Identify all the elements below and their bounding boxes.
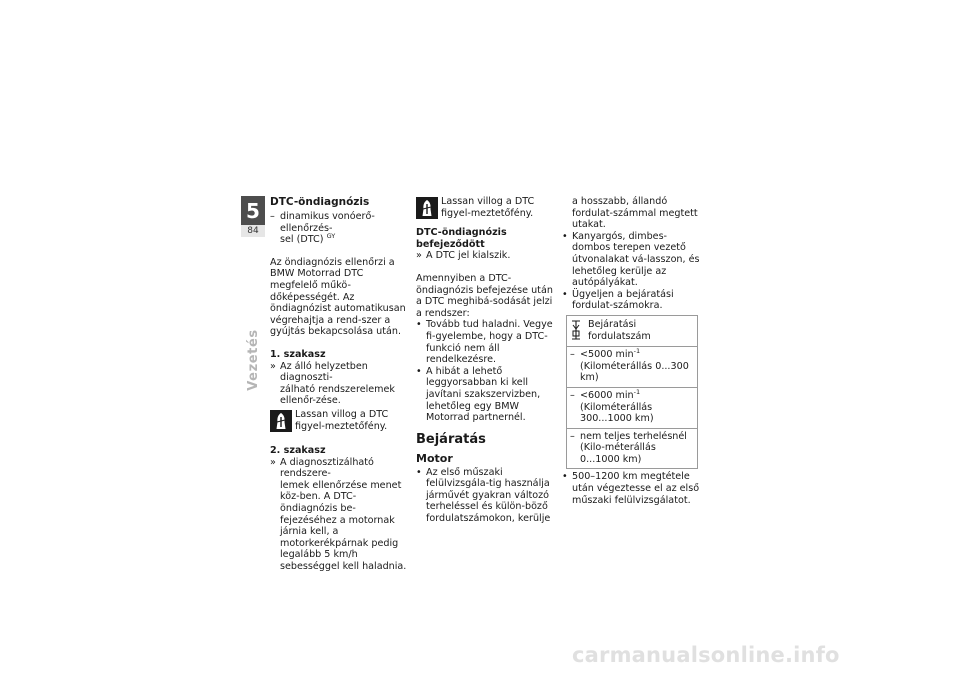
bullet-marker: • xyxy=(562,471,568,483)
item-text: Tovább tud haladni. Vegye fi-gyelembe, hogy a DTC-funkció nem áll rendelkezésre. xyxy=(426,319,553,366)
item-text: 500–1200 km megtétele után végeztesse el az első műszaki felülvizsgálatot. xyxy=(572,471,700,506)
dash-marker: – xyxy=(570,349,575,361)
arrow-marker: » xyxy=(270,456,276,468)
tachometer-icon xyxy=(570,319,582,341)
watermark: carmanualsonline.info xyxy=(572,643,840,667)
rpm-value: nem teljes terhelésnél (Kilo-méterállás 0...1000 km) xyxy=(580,430,687,465)
item-text: Az első műszaki felülvizsgála-tig használja járművét gyakran változó terheléssel és külön-böző fordulatszámokon, kerülje xyxy=(426,466,551,525)
warning-text: Lassan villog a DTC figyel-meztetőfény. xyxy=(295,408,389,432)
item-text-cont: lemek ellenőrzése menet köz-ben. A DTC-öndiagnózis be-fejezéséhez a motornak járnia kell, a motorkerékpárnak pedig legalább 5 km/h sebességgel kell haladnia. xyxy=(280,479,407,573)
superscript: GY xyxy=(326,232,336,240)
item-text: A hibát a lehető leggyorsabban ki kell javítani szakszervizben, lehetőleg egy BMW Motorrad partnernél. xyxy=(426,365,541,424)
paragraph: Az öndiagnózis ellenőrzi a BMW Motorrad DTC megfelelő műkö-dőképességét. Az öndiagnózist automatikusan végrehajtja a rend-szer a gyújtás bekapcsolása után. xyxy=(270,256,406,338)
dash-marker: – xyxy=(270,211,275,222)
bullet-marker: • xyxy=(562,230,568,242)
rpm-row xyxy=(567,429,697,469)
done-item xyxy=(416,250,556,262)
warning-light-note xyxy=(270,409,410,432)
item-text: A diagnosztizálható rendszere- xyxy=(280,456,374,480)
chapter-side-label: Vezetés xyxy=(246,329,262,391)
bullet-marker: • xyxy=(416,466,422,478)
bullet-marker: • xyxy=(416,319,422,331)
bullet-item xyxy=(562,471,702,506)
column-2 xyxy=(416,196,556,525)
bullet-item xyxy=(416,319,556,365)
step-2-item xyxy=(270,457,410,573)
item-text: Ügyeljen a bejáratási fordulat-számokra. xyxy=(572,288,674,312)
item-text: Az álló helyzetben diagnoszti- xyxy=(280,360,368,384)
bullet-item xyxy=(416,467,556,525)
arrow-marker: » xyxy=(270,360,276,372)
bullet-item xyxy=(562,289,702,312)
rpm-range: (Kilométerállás 300...1000 km) xyxy=(580,401,654,425)
heading-diagnosis-done: DTC-öndiagnózis befejeződött xyxy=(416,227,507,250)
step-1-item xyxy=(270,361,410,407)
item-text-cont: zálható rendszerelemek ellenőr-zése. xyxy=(280,383,395,407)
dtc-warning-light-icon xyxy=(270,410,292,432)
rpm-row xyxy=(567,388,697,429)
warning-text: Lassan villog a DTC figyel-meztetőfény. xyxy=(441,196,535,219)
page-number: 84 xyxy=(241,225,265,237)
superscript: -1 xyxy=(633,346,641,355)
arrow-marker: » xyxy=(416,250,422,262)
item-text: A DTC jel kialszik. xyxy=(426,250,511,262)
dash-marker: – xyxy=(570,389,575,401)
break-in-rpm-box xyxy=(566,315,698,470)
rpm-value: <6000 min xyxy=(580,389,634,401)
dtc-warning-light-icon xyxy=(416,197,438,219)
column-3 xyxy=(562,196,702,506)
bullet-marker: • xyxy=(416,365,422,377)
item-text: dinamikus vonóerő-ellenőrzés- xyxy=(280,211,375,234)
warning-light-note xyxy=(416,196,556,219)
rpm-box-title: Bejáratási fordulatszám xyxy=(588,318,651,342)
bullet-marker: • xyxy=(562,288,568,300)
bullet-item xyxy=(416,366,556,424)
item-text-cont: sel (DTC) xyxy=(280,234,324,246)
rpm-box-header xyxy=(567,316,697,347)
continued-text: a hosszabb, állandó fordulat-számmal megtett utakat. xyxy=(572,196,698,231)
dash-marker: – xyxy=(570,430,575,442)
list-item xyxy=(270,211,410,246)
chapter-number: 5 xyxy=(246,199,260,223)
heading-dtc-diagnosis: DTC-öndiagnózis xyxy=(270,196,370,208)
step-1-heading: 1. szakasz xyxy=(270,348,326,360)
rpm-range: (Kilométerállás 0...300 km) xyxy=(580,360,689,384)
rpm-row xyxy=(567,347,697,388)
section-title-bejaratas: Bejáratás xyxy=(416,431,486,447)
step-2-heading: 2. szakasz xyxy=(270,445,326,457)
paragraph: Amennyiben a DTC-öndiagnózis befejezése után a DTC meghibá-sodását jelzi a rendszer: xyxy=(416,272,553,319)
bullet-item xyxy=(562,231,702,289)
superscript: -1 xyxy=(633,387,641,396)
subsection-title-motor: Motor xyxy=(416,451,453,465)
item-text: Kanyargós, dimbes-dombos terepen vezető útvonalakat vá-lasszon, és lehetőleg kerülje az autópályákat. xyxy=(572,230,700,289)
rpm-value: <5000 min xyxy=(580,349,634,361)
column-1 xyxy=(270,196,410,573)
